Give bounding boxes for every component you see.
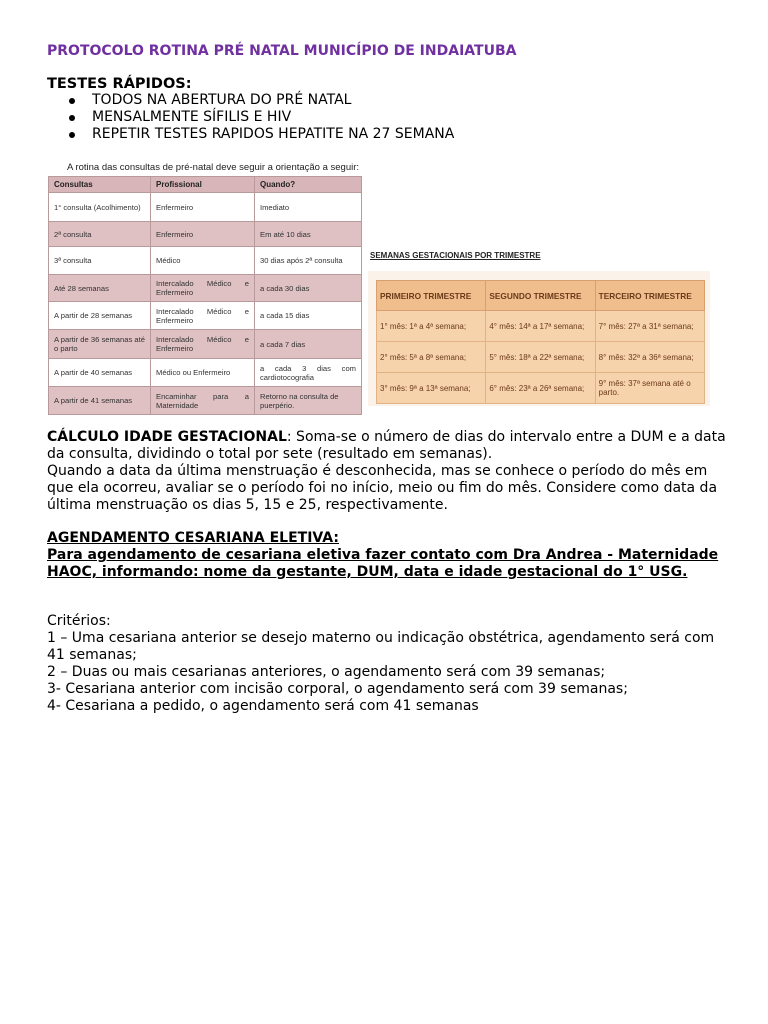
table-row [49, 193, 362, 222]
table-cell: 4° mês: 14ª a 17ª semana; [486, 311, 595, 342]
table-cell: 1° consulta (Acolhimento) [49, 193, 151, 222]
table-cell: 9° mês: 37ª semana até o parto. [595, 373, 704, 404]
criteria-label: Critérios: [47, 613, 111, 629]
rapid-tests-list [47, 92, 454, 143]
column-header: TERCEIRO TRIMESTRE [595, 281, 704, 311]
table-cell: 6° mês: 23ª a 26ª semana; [486, 373, 595, 404]
column-header: Profissional [151, 177, 255, 193]
table-cell: a cada 15 dias [255, 302, 362, 330]
table-row [49, 359, 362, 387]
bullet-icon [69, 115, 75, 121]
rapid-test-text: MENSALMENTE SÍFILIS E HIV [92, 109, 292, 125]
list-item [47, 109, 454, 126]
table-cell: 2° mês: 5ª a 8ª semana; [377, 342, 486, 373]
table-cell: a cada 7 dias [255, 330, 362, 359]
table-cell: Intercalado Médico e Enfermeiro [151, 330, 255, 359]
gestational-age-text: : Soma-se o número de dias do intervalo entre a DUM e a data da consulta, dividindo o total por sete (resultado em semanas). [47, 429, 726, 462]
consult-schedule-figure [48, 160, 361, 415]
table-cell: Intercalado Médico e Enfermeiro [151, 302, 255, 330]
table-cell: A partir de 36 semanas até o parto [49, 330, 151, 359]
table-row [377, 342, 705, 373]
table-row [49, 222, 362, 247]
rapid-tests-heading: TESTES RÁPIDOS: [47, 76, 192, 92]
column-header: Consultas [49, 177, 151, 193]
table-row [377, 311, 705, 342]
table-cell: 30 dias após 2ª consulta [255, 247, 362, 275]
table-cell: Retorno na consulta de puerpério. [255, 387, 362, 415]
criteria-section [47, 613, 727, 715]
table-cell: 1° mês: 1ª a 4ª semana; [377, 311, 486, 342]
table-cell: a cada 3 dias com cardiotocografia [255, 359, 362, 387]
criteria-item: 1 – Uma cesariana anterior se desejo materno ou indicação obstétrica, agendamento será com 41 semanas; [47, 630, 715, 663]
cesarean-heading: AGENDAMENTO CESARIANA ELETIVA: [47, 530, 339, 546]
table-row [49, 330, 362, 359]
table-cell: Médico [151, 247, 255, 275]
criteria-item: 2 – Duas ou mais cesarianas anteriores, o agendamento será com 39 semanas; [47, 664, 606, 680]
table-cell: 3° mês: 9ª a 13ª semana; [377, 373, 486, 404]
table-cell: A partir de 40 semanas [49, 359, 151, 387]
table-cell: Médico ou Enfermeiro [151, 359, 255, 387]
trimester-table-heading: SEMANAS GESTACIONAIS POR TRIMESTRE [370, 251, 541, 260]
trimester-table [376, 280, 705, 404]
table-cell: Enfermeiro [151, 222, 255, 247]
bullet-icon [69, 132, 75, 138]
table-row [377, 373, 705, 404]
rapid-test-text: REPETIR TESTES RAPIDOS HEPATITE NA 27 SEMANA [92, 126, 455, 142]
consult-schedule-table [48, 176, 362, 415]
cesarean-instruction: Para agendamento de cesariana eletiva fazer contato com Dra Andrea - Maternidade HAOC, informando: nome da gestante, DUM, data e idade gestacional do 1° USG. [47, 547, 719, 580]
list-item [47, 126, 454, 143]
criteria-item: 3- Cesariana anterior com incisão corporal, o agendamento será com 39 semanas; [47, 681, 628, 697]
table-cell: a cada 30 dias [255, 275, 362, 302]
table-cell: Até 28 semanas [49, 275, 151, 302]
table-cell: A partir de 28 semanas [49, 302, 151, 330]
table-row [49, 247, 362, 275]
gestational-age-paragraph [47, 429, 727, 463]
unknown-dum-paragraph: Quando a data da última menstruação é desconhecida, mas se conhece o período do mês em que ela ocorreu, avaliar se o período foi no início, meio ou fim do mês. Considere como data da última menstruação os dias 5, 15 e 25, respectivamente. [47, 463, 718, 513]
table-cell: Encaminhar para a Maternidade [151, 387, 255, 415]
consult-table-caption: A rotina das consultas de pré-natal deve seguir a orientação a seguir: [67, 162, 360, 173]
bullet-icon [69, 98, 75, 104]
cesarean-section [47, 530, 727, 581]
table-cell: 3ª consulta [49, 247, 151, 275]
column-header: PRIMEIRO TRIMESTRE [377, 281, 486, 311]
document-title: PROTOCOLO ROTINA PRÉ NATAL MUNICÍPIO DE INDAIATUBA [47, 43, 517, 59]
table-row [49, 387, 362, 415]
table-cell: 8° mês: 32ª a 36ª semana; [595, 342, 704, 373]
gestational-age-label: CÁLCULO IDADE GESTACIONAL [47, 429, 287, 445]
table-cell: 2ª consulta [49, 222, 151, 247]
criteria-item: 4- Cesariana a pedido, o agendamento será com 41 semanas [47, 698, 479, 714]
table-row [49, 302, 362, 330]
table-cell: Enfermeiro [151, 193, 255, 222]
table-cell: 5° mês: 18ª a 22ª semana; [486, 342, 595, 373]
table-cell: Intercalado Médico e Enfermeiro [151, 275, 255, 302]
table-row [49, 275, 362, 302]
column-header: SEGUNDO TRIMESTRE [486, 281, 595, 311]
column-header: Quando? [255, 177, 362, 193]
list-item [47, 92, 454, 109]
table-cell: 7° mês: 27ª a 31ª semana; [595, 311, 704, 342]
rapid-test-text: TODOS NA ABERTURA DO PRÉ NATAL [92, 92, 352, 108]
table-cell: Em até 10 dias [255, 222, 362, 247]
table-cell: A partir de 41 semanas [49, 387, 151, 415]
table-cell: Imediato [255, 193, 362, 222]
